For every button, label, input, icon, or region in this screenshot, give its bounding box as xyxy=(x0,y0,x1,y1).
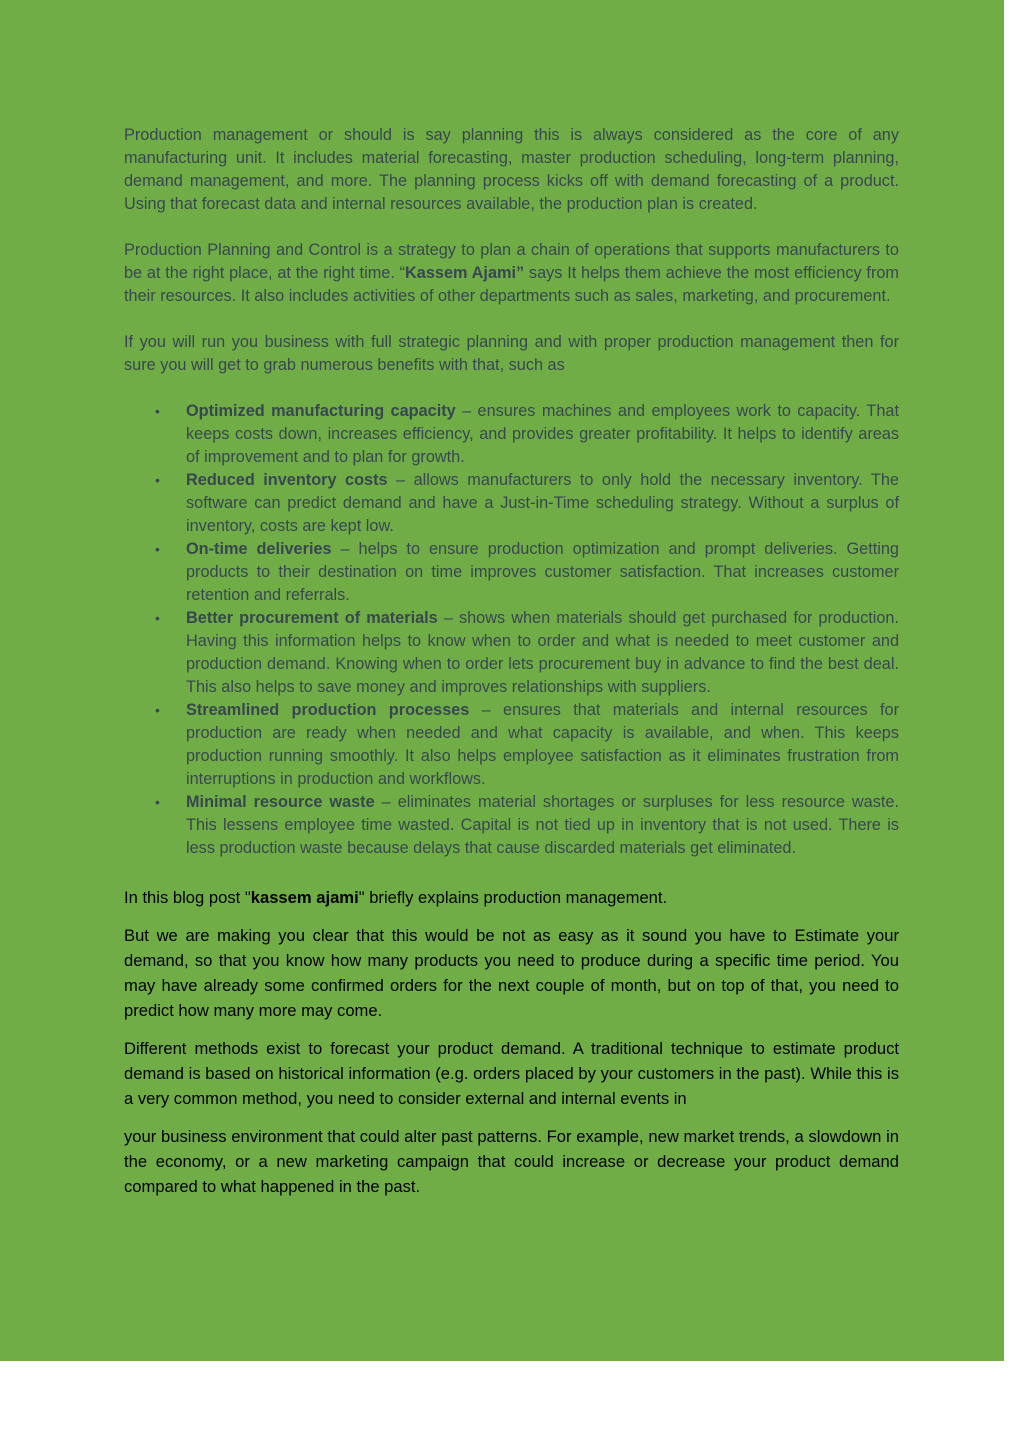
blog-author-name: kassem ajami xyxy=(250,888,359,907)
intro-paragraph: Production management or should is say planning this is always considered as the core of any manufacturing unit. It includes material forecasting, master production scheduling, long-term planning, demand management, and more. The planning process kicks off with demand forecasting of a product. Using that forecast data and internal resources available, the production plan is created. xyxy=(124,126,899,213)
blog-text-start: In this blog post " xyxy=(124,888,251,907)
benefit-title: Minimal resource waste xyxy=(186,793,375,811)
author-name: Kassem Ajami” xyxy=(405,264,525,282)
benefit-title: Streamlined production processes xyxy=(186,701,470,719)
blog-text-end: " briefly explains production management. xyxy=(358,888,668,907)
benefits-list xyxy=(124,400,899,860)
bullet-icon: • xyxy=(155,794,160,810)
list-item xyxy=(124,791,899,860)
benefit-text: – ensures machines and employees work to capacity. That keeps costs down, increases efficiency, and provides greater profitability. It helps to identify areas of improvement and to plan for growth. xyxy=(186,402,899,466)
forecast-methods-paragraph: Different methods exist to forecast your product demand. A traditional technique to estimate product demand is based on historical information (e.g. orders placed by your customers in the past). While this is a very common method, you need to consider external and internal events in xyxy=(124,1039,899,1108)
benefits-intro-paragraph: If you will run you business with full strategic planning and with proper production management then for sure you will get to grab numerous benefits with that, such as xyxy=(124,333,899,374)
ppc-paragraph xyxy=(124,239,899,308)
list-item xyxy=(124,607,899,699)
blog-post-line xyxy=(124,885,899,910)
bullet-icon: • xyxy=(155,472,160,488)
benefit-text: – eliminates material shortages or surpluses for less resource waste. This lessens employee time wasted. Capital is not tied up in inventory that is not used. There is less production waste because delays that cause discarded materials get eliminated. xyxy=(186,793,899,857)
list-item xyxy=(124,469,899,538)
bullet-icon: • xyxy=(155,403,160,419)
list-item xyxy=(124,699,899,791)
benefit-title: Optimized manufacturing capacity xyxy=(186,402,456,420)
benefit-text: – ensures that materials and internal resources for production are ready when needed and what capacity is available, and when. This keeps production running smoothly. It also helps employee satisfaction as it eliminates frustration from interruptions in production and workflows. xyxy=(186,701,899,788)
estimate-demand-paragraph: But we are making you clear that this would be not as easy as it sound you have to Estimate your demand, so that you know how many products you need to produce during a specific time period. You may have already some confirmed orders for the next couple of month, but on top of that, you need to predict how many more may come. xyxy=(124,926,899,1020)
document-body xyxy=(124,124,899,1199)
bullet-icon: • xyxy=(155,702,160,718)
ppc-text-end: says It helps them achieve the most efficiency from their resources. It also includes activities of other departments such as sales, marketing, and procurement. xyxy=(124,264,899,305)
benefit-title: On-time deliveries xyxy=(186,540,332,558)
bullet-icon: • xyxy=(155,541,160,557)
ppc-text-start: Production Planning and Control is a strategy to plan a chain of operations that supports manufacturers to be at the right place, at the right time. “ xyxy=(124,241,899,282)
benefit-text: – helps to ensure production optimization and prompt deliveries. Getting products to their destination on time improves customer satisfaction. That increases customer retention and referrals. xyxy=(186,540,899,604)
benefit-text: – allows manufacturers to only hold the necessary inventory. The software can predict demand and have a Just-in-Time scheduling strategy. Without a surplus of inventory, costs are kept low. xyxy=(186,471,899,535)
list-item xyxy=(124,400,899,469)
benefit-title: Better procurement of materials xyxy=(186,609,438,627)
benefit-title: Reduced inventory costs xyxy=(186,471,388,489)
bullet-icon: • xyxy=(155,610,160,626)
business-environment-paragraph: your business environment that could alter past patterns. For example, new market trends, a slowdown in the economy, or a new marketing campaign that could increase or decrease your product demand compared to what happened in the past. xyxy=(124,1127,899,1196)
list-item xyxy=(124,538,899,607)
benefit-text: – shows when materials should get purchased for production. Having this information helps to know when to order and what is needed to meet customer and production demand. Knowing when to order lets procurement buy in advance to find the best deal. This also helps to save money and improves relationships with suppliers. xyxy=(186,609,899,696)
